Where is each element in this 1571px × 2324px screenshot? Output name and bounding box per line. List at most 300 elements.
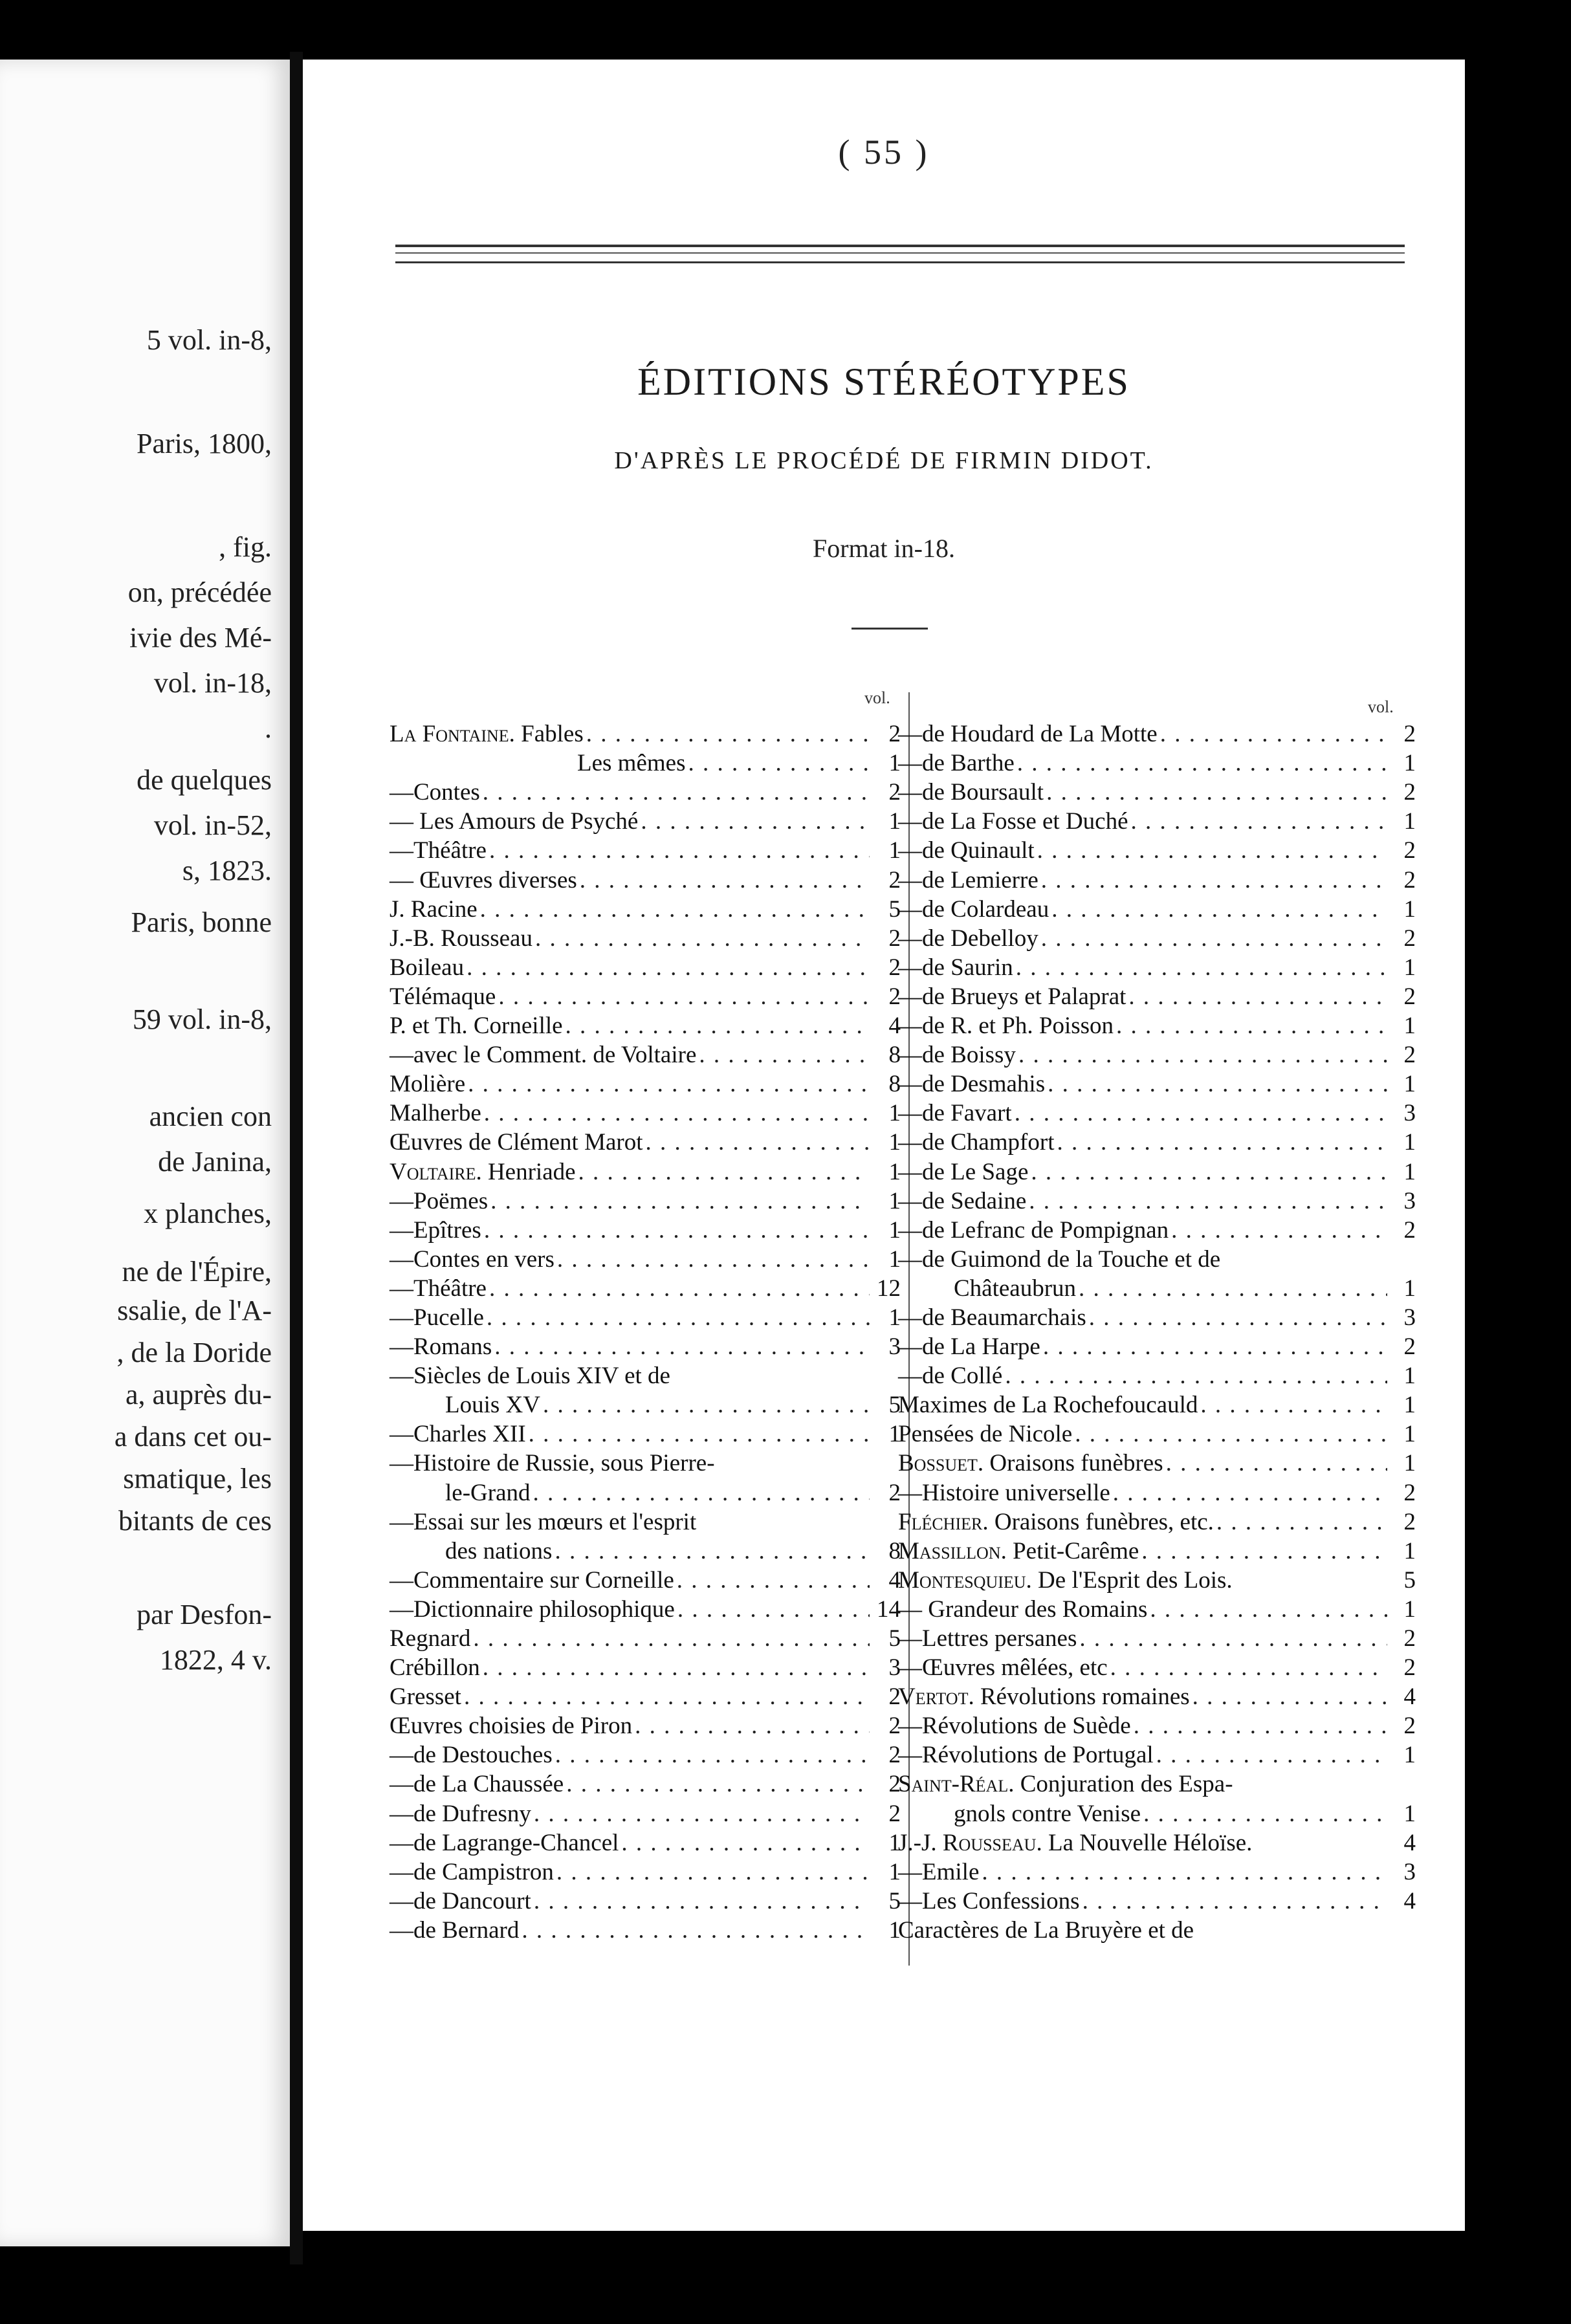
volume-count: 1 [1403, 1800, 1416, 1827]
entry-title: —de R. et Ph. Poisson [898, 1013, 1114, 1040]
catalog-entry [898, 895, 1416, 924]
volume-count: 2 [1403, 983, 1416, 1010]
volume-count: 2 [888, 954, 901, 981]
entry-title: — Grandeur des Romains [898, 1595, 1148, 1623]
volume-count: 2 [1403, 1479, 1416, 1506]
volume-count: 3 [1403, 1187, 1416, 1214]
previous-page-line: de quelques [137, 764, 272, 796]
entry-title [898, 1566, 1233, 1595]
catalog-entry [390, 865, 901, 894]
catalog-entry [390, 1332, 901, 1361]
catalog-entry [390, 1187, 901, 1216]
catalog-column-left [390, 719, 901, 1945]
entry-title [898, 1682, 1190, 1711]
volume-count: 8 [888, 1071, 901, 1098]
volume-count: 2 [1403, 837, 1416, 864]
catalog-entry [898, 778, 1416, 807]
dot-leader [481, 1099, 870, 1128]
entry-title: —de Boursault [898, 779, 1044, 806]
work-title: Oraisons funèbres [983, 1450, 1163, 1477]
volume-count: 1 [888, 1304, 901, 1331]
entry-title: —Romans [390, 1333, 492, 1361]
work-title: Petit-Carême [1006, 1537, 1139, 1564]
entry-title: le-Grand [445, 1479, 531, 1506]
author-name: Montesquieu. [898, 1566, 1032, 1594]
entry-title: —de Houdard de La Motte [898, 721, 1158, 748]
double-rule [395, 245, 1405, 263]
entry-title: —Essai sur les mœurs et l'esprit [390, 1508, 697, 1535]
page-number: ( 55 ) [838, 133, 930, 171]
previous-page-line: x planches, [144, 1198, 272, 1229]
dot-leader [492, 1332, 870, 1361]
volume-count: 1 [1403, 1363, 1416, 1390]
volume-count: 1 [888, 1916, 901, 1944]
entry-title: Louis XV [445, 1392, 540, 1419]
volume-count: 2 [1403, 1713, 1416, 1740]
dot-leader [1076, 1274, 1387, 1303]
dot-leader [1045, 1069, 1387, 1099]
catalog-entry [898, 1740, 1416, 1770]
volume-count: 2 [1403, 866, 1416, 893]
catalog-entry [898, 836, 1416, 865]
catalog-entry [898, 1537, 1416, 1566]
catalog-entry [390, 1420, 901, 1449]
entry-title: —de Dancourt [390, 1887, 531, 1914]
entry-title: Gresset [390, 1683, 461, 1711]
entry-title: —de La Chaussée [390, 1771, 564, 1798]
catalog-entry [898, 982, 1416, 1011]
author-name: Bossuet. [898, 1450, 984, 1477]
entry-title: —avec le Comment. de Voltaire [390, 1042, 697, 1069]
dot-leader [1141, 1799, 1387, 1828]
dot-leader [1163, 1449, 1387, 1478]
author-name: Vertot. [898, 1683, 974, 1711]
catalog-entry [390, 1361, 901, 1390]
volume-count: 2 [888, 983, 901, 1010]
dot-leader [531, 1887, 870, 1916]
catalog-entry [390, 1595, 901, 1624]
catalog-entry [898, 1420, 1416, 1449]
dot-leader [564, 1770, 870, 1799]
entry-title: —de Boissy [898, 1042, 1016, 1069]
work-title: Conjuration des Espa- [1014, 1771, 1233, 1798]
dot-leader [643, 1128, 870, 1157]
catalog-entry [390, 807, 901, 836]
volume-count: 1 [1403, 1013, 1416, 1040]
dot-leader [577, 866, 870, 895]
catalog-entry [898, 1566, 1416, 1595]
dot-leader [526, 1420, 870, 1449]
dot-leader [461, 1682, 870, 1711]
volume-count: 2 [1403, 779, 1416, 806]
previous-page-line: , de la Doride [116, 1337, 272, 1368]
volume-count: 1 [888, 1100, 901, 1127]
dot-leader [696, 1040, 870, 1069]
entry-title: —de Desmahis [898, 1071, 1046, 1098]
entry-title: —Dictionnaire philosophique [390, 1595, 675, 1623]
previous-page-line: ancien con [149, 1101, 272, 1132]
entry-title: —de Lagrange-Chancel [390, 1829, 619, 1856]
previous-page-line: Paris, bonne [131, 906, 272, 938]
entry-title: Caractères de La Bruyère et de [898, 1916, 1194, 1944]
catalog-entry [390, 1128, 901, 1157]
volume-count: 2 [888, 1771, 901, 1798]
catalog-entry [390, 1770, 901, 1799]
catalog-entry [390, 1537, 901, 1566]
dot-leader [674, 1566, 870, 1595]
volume-count: 1 [888, 750, 901, 777]
previous-page-line: s, 1823. [182, 855, 272, 886]
volume-count: 1 [1403, 1537, 1416, 1564]
entry-title: —Théâtre [390, 1275, 487, 1302]
volume-count: 1 [1403, 1595, 1416, 1623]
entry-title: Châteaubrun [954, 1275, 1077, 1302]
catalog-entry [898, 1770, 1416, 1799]
dot-leader [540, 1390, 870, 1420]
vol-header-right: vol. [1368, 697, 1394, 716]
entry-title: —Les Confessions [898, 1887, 1080, 1914]
format-line: Format in-18. [813, 534, 955, 563]
previous-page-line: par Desfon- [137, 1599, 272, 1630]
catalog-entry [390, 1828, 901, 1858]
volume-count: 1 [888, 808, 901, 835]
volume-count: 5 [888, 1887, 901, 1914]
previous-page-line: a, auprès du- [125, 1379, 272, 1410]
volume-count: 1 [1403, 895, 1416, 923]
entry-title: —de Beaumarchais [898, 1304, 1086, 1331]
entry-title: —de Campistron [390, 1858, 554, 1885]
dot-leader [1110, 1478, 1387, 1507]
volume-count: 2 [888, 866, 901, 893]
volume-count: 2 [888, 1713, 901, 1740]
catalog-entry [898, 1011, 1416, 1040]
dot-leader [1044, 778, 1387, 807]
volume-count: 2 [1403, 1508, 1416, 1535]
volume-count: 1 [1403, 808, 1416, 835]
dot-leader [480, 778, 870, 807]
catalog-entry [898, 1303, 1416, 1332]
catalog-entry [898, 1332, 1416, 1361]
volume-count: 2 [1403, 721, 1416, 748]
work-title: De l'Esprit des Lois. [1031, 1566, 1233, 1594]
vol-header-left: vol. [864, 688, 890, 707]
volume-count: 4 [1403, 1829, 1416, 1856]
volume-count: 1 [888, 1858, 901, 1885]
volume-count: 1 [888, 1158, 901, 1185]
catalog-entry [390, 836, 901, 865]
catalog-entry [898, 749, 1416, 778]
entry-title: Pensées de Nicole [898, 1421, 1073, 1448]
catalog-entry [390, 982, 901, 1011]
entry-title: —Contes en vers [390, 1245, 555, 1273]
catalog-entry [390, 1157, 901, 1186]
catalog-entry [390, 1653, 901, 1682]
catalog-entry [898, 1069, 1416, 1099]
dot-leader [487, 1274, 870, 1303]
dot-leader [1114, 1011, 1387, 1040]
catalog-entry [390, 1858, 901, 1887]
volume-count: 3 [1403, 1304, 1416, 1331]
volume-count: 2 [1403, 1654, 1416, 1682]
volume-count: 1 [1403, 1392, 1416, 1419]
previous-page-line: vol. in-18, [153, 667, 272, 699]
volume-count: 3 [1403, 1858, 1416, 1885]
previous-page-line: ivie des Mé- [129, 622, 272, 653]
catalog-entry [390, 1245, 901, 1274]
volume-count: 4 [888, 1566, 901, 1594]
dot-leader [675, 1595, 870, 1624]
dot-leader [1198, 1390, 1387, 1420]
entry-title: —de Sedaine [898, 1187, 1027, 1214]
volume-count: 2 [888, 721, 901, 748]
dot-leader [554, 1858, 870, 1887]
work-title: Oraisons funèbres, etc. [988, 1508, 1214, 1535]
catalog-entry [390, 719, 901, 749]
entry-title: —de Champfort [898, 1129, 1055, 1156]
dot-leader [553, 1740, 870, 1770]
entry-title: —Histoire universelle [898, 1479, 1110, 1506]
previous-page-line: a dans cet ou- [114, 1421, 272, 1453]
dot-leader [1049, 895, 1387, 924]
volume-count: 1 [1403, 1129, 1416, 1156]
entry-title [390, 1157, 576, 1187]
volume-count: 1 [1403, 750, 1416, 777]
entry-title: Malherbe [390, 1100, 481, 1127]
entry-title [390, 719, 584, 749]
entry-title: —Siècles de Louis XIV et de [390, 1363, 670, 1390]
dot-leader [1038, 866, 1387, 895]
volume-count: 2 [888, 925, 901, 952]
author-name: Voltaire. [390, 1158, 482, 1185]
entry-title: —de Dufresny [390, 1800, 531, 1827]
entry-title: —Poëmes [390, 1187, 489, 1214]
previous-page-line: 5 vol. in-8, [146, 324, 272, 356]
dot-leader [1035, 836, 1387, 865]
entry-title [898, 1828, 1252, 1858]
entry-title: des nations [445, 1537, 553, 1564]
catalog-entry [390, 749, 901, 778]
dot-leader [584, 719, 870, 749]
dot-leader [481, 1216, 870, 1245]
volume-count: 4 [888, 1013, 901, 1040]
volume-count: 5 [888, 1625, 901, 1652]
entry-title: —de Lemierre [898, 866, 1038, 893]
volume-count: 1 [1403, 1742, 1416, 1769]
entry-title: —de Barthe [898, 750, 1015, 777]
work-title: La Nouvelle Héloïse. [1042, 1829, 1253, 1856]
previous-page-line: 59 vol. in-8, [132, 1003, 272, 1035]
catalog-entry [390, 1799, 901, 1828]
entry-title: —de Guimond de la Touche et de [898, 1245, 1221, 1273]
dot-leader [638, 807, 870, 836]
catalog-entry [898, 953, 1416, 982]
volume-count: 8 [888, 1537, 901, 1564]
entry-title: Œuvres de Clément Marot [390, 1129, 643, 1156]
volume-count: 4 [1403, 1887, 1416, 1914]
catalog-entry [390, 1099, 901, 1128]
entry-title: —Contes [390, 779, 480, 806]
catalog-entry [390, 1507, 901, 1537]
catalog-entry [390, 1478, 901, 1507]
volume-count: 5 [888, 895, 901, 923]
volume-count: 2 [1403, 1625, 1416, 1652]
volume-count: 2 [888, 1800, 901, 1827]
dot-leader [979, 1858, 1387, 1887]
catalog-entry [898, 719, 1416, 749]
entry-title: — Œuvres diverses [390, 866, 577, 893]
dot-leader [1190, 1682, 1387, 1711]
entry-title: J.-B. Rousseau [390, 925, 533, 952]
volume-count: 4 [1403, 1683, 1416, 1711]
work-title: Henriade [481, 1158, 576, 1185]
book-gutter [290, 52, 303, 2264]
dot-leader [1147, 1595, 1387, 1624]
entry-title: —de La Fosse et Duché [898, 808, 1128, 835]
entry-title: —de Brueys et Palaprat [898, 983, 1126, 1010]
entry-title: Molière [390, 1071, 466, 1098]
work-title: Fables [514, 721, 584, 748]
previous-page-fragment [0, 60, 290, 2246]
entry-title: Regnard [390, 1625, 471, 1652]
dot-leader [488, 1187, 870, 1216]
volume-count: 1 [888, 1187, 901, 1214]
entry-title: —Emile [898, 1858, 980, 1885]
catalog-entry [390, 1274, 901, 1303]
dot-leader [465, 1069, 870, 1099]
catalog-entry [898, 1274, 1416, 1303]
entry-title: —Théâtre [390, 837, 487, 864]
catalog-entry [898, 1478, 1416, 1507]
dot-leader [1012, 1099, 1387, 1128]
entry-title: —de Favart [898, 1100, 1012, 1127]
entry-title: —de Saurin [898, 954, 1013, 981]
volume-count: 12 [877, 1275, 901, 1302]
catalog-entry [898, 1711, 1416, 1740]
catalog-entry [898, 1858, 1416, 1887]
catalog-entry [898, 1245, 1416, 1274]
entry-title: P. et Th. Corneille [390, 1013, 563, 1040]
dot-leader [480, 1653, 870, 1682]
entry-title: — Les Amours de Psyché [390, 808, 639, 835]
entry-title: —Pucelle [390, 1304, 484, 1331]
catalog-entry [898, 1507, 1416, 1537]
entry-title: —de Quinault [898, 837, 1035, 864]
dot-leader [1108, 1653, 1387, 1682]
dot-leader [464, 953, 870, 982]
dot-leader [487, 836, 870, 865]
catalog-entry [390, 1069, 901, 1099]
volume-count: 1 [888, 1245, 901, 1273]
catalog-entry [898, 1361, 1416, 1390]
previous-page-line: ssalie, de l'A- [117, 1295, 272, 1326]
entry-title: —Epîtres [390, 1216, 481, 1244]
volume-count: 2 [1403, 1042, 1416, 1069]
dot-leader [685, 749, 870, 778]
entry-title: —de Debelloy [898, 925, 1038, 952]
volume-count: 14 [877, 1595, 901, 1623]
catalog-entry [898, 1099, 1416, 1128]
catalog-entry [898, 807, 1416, 836]
dot-leader [531, 1478, 870, 1507]
catalog-entry [898, 1449, 1416, 1478]
dot-leader [1015, 749, 1387, 778]
entry-title: —Révolutions de Portugal [898, 1742, 1154, 1769]
catalog-entry [390, 1711, 901, 1740]
dot-leader [1128, 807, 1387, 836]
entry-title: —de Colardeau [898, 895, 1049, 923]
dot-leader [478, 895, 870, 924]
catalog-entry [390, 1390, 901, 1420]
volume-count: 1 [1403, 1158, 1416, 1185]
catalog-entry [390, 1887, 901, 1916]
volume-count: 3 [888, 1333, 901, 1361]
entry-title: Télémaque [390, 983, 496, 1010]
volume-count: 1 [1403, 1421, 1416, 1448]
catalog-entry [390, 1040, 901, 1069]
page-subtitle: D'APRÈS LE PROCÉDÉ DE FIRMIN DIDOT. [614, 447, 1154, 474]
volume-count: 1 [888, 1129, 901, 1156]
catalog-entry [390, 924, 901, 953]
catalog-entry [898, 1216, 1416, 1245]
entry-title [898, 1537, 1139, 1566]
entry-title: —Charles XII [390, 1421, 526, 1448]
entry-title: —de La Harpe [898, 1333, 1040, 1361]
dot-leader [1158, 719, 1387, 749]
volume-count: 2 [1403, 925, 1416, 952]
volume-count: 1 [1403, 954, 1416, 981]
previous-page-line: 1822, 4 v. [159, 1644, 272, 1676]
volume-count: 2 [888, 1683, 901, 1711]
dot-leader [531, 1799, 870, 1828]
dot-leader [1002, 1361, 1387, 1390]
entry-title [898, 1770, 1233, 1799]
entry-title: —de Collé [898, 1363, 1003, 1390]
volume-count: 1 [1403, 1450, 1416, 1477]
dot-leader [1028, 1157, 1387, 1187]
entry-title: —de Bernard [390, 1916, 520, 1944]
volume-count: 2 [1403, 1333, 1416, 1361]
previous-page-line: bitants de ces [118, 1505, 272, 1537]
volume-count: 1 [1403, 1275, 1416, 1302]
entry-title: —Œuvres mêlées, etc [898, 1654, 1108, 1682]
catalog-entry [898, 1157, 1416, 1186]
dot-leader [1154, 1740, 1387, 1770]
catalog-entry [898, 1390, 1416, 1420]
entry-title: —de Le Sage [898, 1158, 1029, 1185]
dot-leader [1077, 1624, 1387, 1653]
dot-leader [1169, 1216, 1387, 1245]
catalog-entry [898, 865, 1416, 894]
volume-count: 1 [888, 837, 901, 864]
entry-title: Boileau [390, 954, 465, 981]
catalog-entry [898, 1040, 1416, 1069]
volume-count: 2 [888, 1742, 901, 1769]
page-title: ÉDITIONS STÉRÉOTYPES [637, 360, 1130, 403]
dot-leader [1072, 1420, 1387, 1449]
catalog-column-right [898, 719, 1416, 1945]
catalog-entry [390, 1566, 901, 1595]
author-name: Fléchier. [898, 1508, 989, 1535]
previous-page-line: on, précédée [127, 576, 272, 608]
catalog-entry [898, 1128, 1416, 1157]
entry-title [898, 1449, 1163, 1478]
entry-title: gnols contre Venise [954, 1800, 1141, 1827]
entry-title: —Commentaire sur Corneille [390, 1566, 674, 1594]
dot-leader [632, 1711, 870, 1740]
dot-leader [519, 1916, 870, 1945]
volume-count: 1 [888, 1829, 901, 1856]
dot-leader [1013, 953, 1387, 982]
